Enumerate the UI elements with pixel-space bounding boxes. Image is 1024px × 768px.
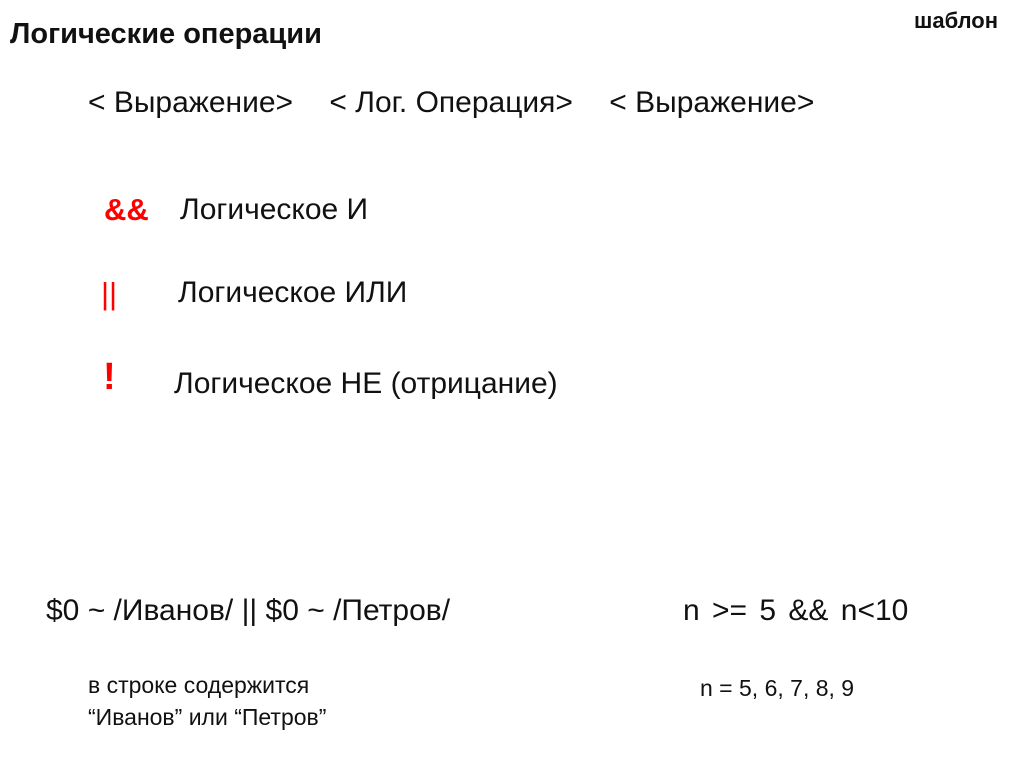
and-operator-label: Логическое И	[180, 193, 369, 226]
example-or-explanation-line2: “Иванов” или “Петров”	[88, 704, 327, 730]
example-or-expression: $0 ~ /Иванов/ || $0 ~ /Петров/	[46, 594, 451, 627]
or-operator-symbol: ||	[101, 276, 118, 311]
pattern-right-expression: < Выражение>	[609, 86, 815, 119]
pattern-left-expression: < Выражение>	[88, 86, 294, 119]
example-and-explanation: n = 5, 6, 7, 8, 9	[700, 675, 855, 701]
not-operator-label: Логическое НЕ (отрицание)	[174, 367, 558, 400]
expression-pattern	[88, 86, 814, 120]
not-operator-symbol: !	[103, 356, 116, 398]
example-and-expression: n >= 5 && n<10	[683, 594, 909, 627]
slide-title: Логические операции	[10, 18, 322, 50]
or-operator-label: Логическое ИЛИ	[178, 276, 408, 309]
example-or-explanation-line1: в строке содержится	[88, 672, 310, 698]
and-operator-symbol: &&	[104, 192, 149, 227]
template-label: шаблон	[914, 8, 999, 33]
pattern-logical-operation: < Лог. Операция>	[329, 86, 573, 119]
example-or-explanation	[88, 669, 408, 733]
